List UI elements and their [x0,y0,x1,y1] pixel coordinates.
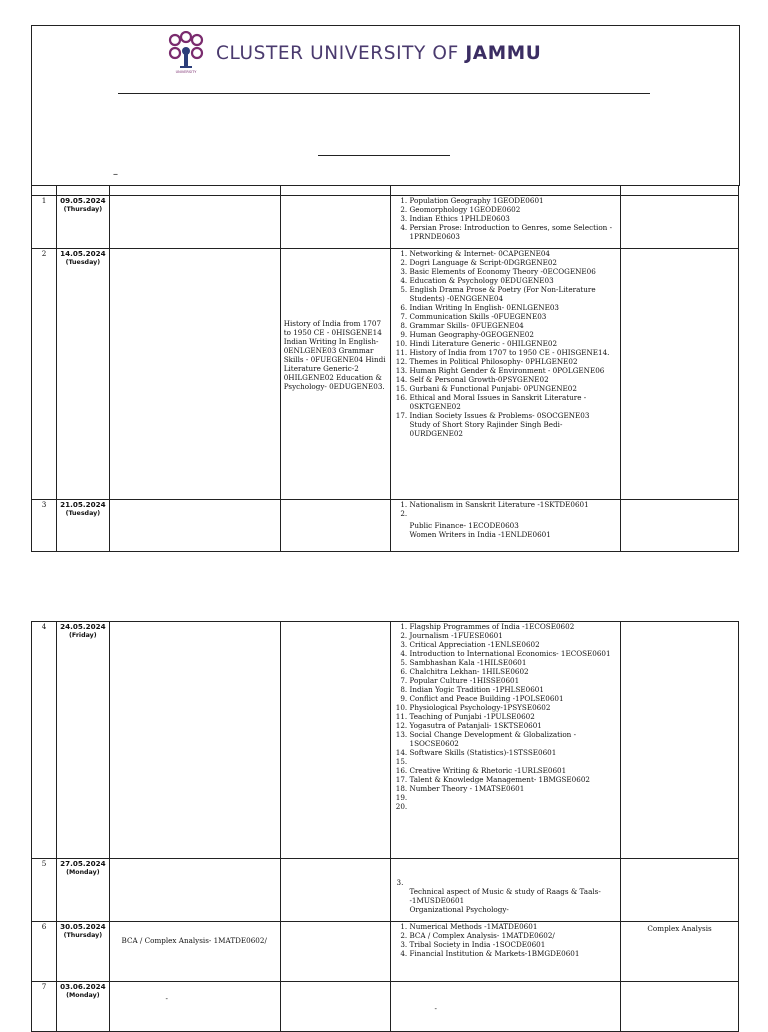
course-cell [280,196,390,249]
exam-day: (Friday) [69,632,97,639]
header-cell [390,186,621,196]
serial-number: 7 [32,982,57,1032]
serial-number: 6 [32,922,57,982]
subject-item: 1. Networking & Internet- 0CAPGENE04 [410,249,618,258]
subject-item: 2. Dogri Language & Script-0DGRGENE02 [410,258,618,267]
subject-list [394,500,618,518]
subject-item: 18. Number Theory - 1MATSE0601 [410,784,618,793]
exam-day: (Monday) [66,869,100,876]
subject-item: 12. Themes in Political Philosophy- 0PHLGENE02 [410,357,618,366]
remarks-cell [621,622,739,859]
subject-list-cell [390,859,621,922]
subject-item: 4. Introduction to International Economics- 1ECOSE0601 [410,649,618,658]
table-row [32,622,739,859]
course-cell [280,859,390,922]
remarks-cell [621,859,739,922]
subject-item: 6. Chalchitra Lekhan- 1HILSE0602 [410,667,618,676]
exam-date-cell [57,622,109,859]
university-emblem-icon [166,31,206,75]
subject-item: 5. English Drama Prose & Poetry (For Non-Literature Students) -0ENGGENE04 [410,285,618,303]
subject-item: 15. Gurbani & Functional Punjabi- 0PUNGENE02 [410,384,618,393]
course-cell [109,500,280,552]
subject-item: 16. Creative Writing & Rhetoric -1URLSE0601 [410,766,618,775]
remarks-cell [621,249,739,500]
course-cell [280,982,390,1032]
remarks-cell [621,982,739,1032]
subject-item: 5. Sambhashan Kala -1HILSE0601 [410,658,618,667]
course-cell [280,500,390,552]
subject-extra: - [434,1004,437,1013]
subject-item: 10. Physiological Psychology-1PSYSE0602 [410,703,618,712]
exam-date-cell [57,859,109,922]
subject-list-cell [390,982,621,1032]
subject-item: 11. Teaching of Punjabi -1PULSE0602 [410,712,618,721]
subject-item [410,509,618,518]
header-cell [621,186,739,196]
subject-item: 4. Education & Psychology 0EDUGENE03 [410,276,618,285]
course-cell: - [109,982,280,1032]
exam-date-cell [57,922,109,982]
subject-list [394,922,618,958]
subject-item: 7. Communication Skills -0FUEGENE03 [410,312,618,321]
subject-item: 16. Ethical and Moral Issues in Sanskrit Literature - 0SKTGENE02 [410,393,618,411]
university-name-suffix: JAMMU [465,42,542,64]
subject-item: 17. Indian Society Issues & Problems- 0SOCGENE03 [410,411,618,420]
subject-list-cell [390,249,621,500]
subject-item: 2. Geomorphology 1GEODE0602 [410,205,618,214]
exam-day: (Monday) [66,992,100,999]
subject-item [410,757,618,766]
header-cell [57,186,109,196]
exam-date: 27.05.2024 [60,859,106,868]
remarks-cell: Complex Analysis [621,922,739,982]
course-cell [109,249,280,500]
subject-list-cell [390,622,621,859]
subject-item [410,793,618,802]
subject-item: 1. Population Geography 1GEODE0601 [410,196,618,205]
exam-date: 30.05.2024 [60,922,106,931]
subject-item: 4. Persian Prose: Introduction to Genres, some Selection - 1PRNDE0603 [410,223,618,241]
exam-schedule-table-2 [31,621,739,1032]
exam-date: 21.05.2024 [60,500,106,509]
subject-item [410,802,618,811]
subject-item: 13. Social Change Development & Globalization - 1SOCSE0602 [410,730,618,748]
table-header-row [32,186,739,196]
serial-number: 3 [32,500,57,552]
remarks-cell [621,500,739,552]
remarks-cell [621,196,739,249]
serial-number: 2 [32,249,57,500]
subject-item: 8. Indian Yogic Tradition -1PHLSE0601 [410,685,618,694]
subject-item: 1. Flagship Programmes of India -1ECOSE0602 [410,622,618,631]
subject-item: 13. Human Right Gender & Environment - 0POLGENE06 [410,366,618,375]
exam-day: (Thursday) [63,932,103,939]
subject-item: 1. Numerical Methods -1MATDE0601 [410,922,618,931]
exam-date: 03.06.2024 [60,982,106,991]
subject-extra: Technical aspect of Music & study of Raags & Taals--1MUSDE0601 Organizational Psychology- [409,887,601,914]
subject-item: 8. Grammar Skills- 0FUEGENE04 [410,321,618,330]
subject-item: 6. Indian Writing In English- 0ENLGENE03 [410,303,618,312]
subject-item: 1. Nationalism in Sanskrit Literature -1SKTDE0601 [410,500,618,509]
header-cell [280,186,390,196]
exam-date: 24.05.2024 [60,622,106,631]
subject-item: 3. Basic Elements of Economy Theory -0ECOGENE06 [410,267,618,276]
subject-item-number: 3. [396,878,404,887]
course-cell [109,859,280,922]
subject-item: 14. Self & Personal Growth-0PSYGENE02 [410,375,618,384]
subject-item: 11. History of India from 1707 to 1950 CE - 0HISGENE14. [410,348,618,357]
subject-list-cell [390,922,621,982]
header-rule [118,93,650,94]
subject-item: 3. Tribal Society in India -1SOCDE0601 [410,940,618,949]
university-name [216,43,541,64]
subject-item: 9. Conflict and Peace Building -1POLSE0601 [410,694,618,703]
subject-item: 17. Talent & Knowledge Management- 1BMGSE0602 [410,775,618,784]
table-row [32,196,739,249]
exam-day: (Thursday) [63,206,103,213]
subject-item: 2. BCA / Complex Analysis- 1MATDE0602/ [410,931,618,940]
subject-item: 4. Financial Institution & Markets-1BMGDE0601 [410,949,618,958]
subject-item: 2. Journalism -1FUESE0601 [410,631,618,640]
subject-list [394,196,618,241]
course-cell [109,622,280,859]
exam-date: 14.05.2024 [60,249,106,258]
course-cell: History of India from 1707 to 1950 CE - 0HISGENE14 Indian Writing In English- 0ENLGENE03 Grammar Skills - 0FUEGENE04 Hindi Literature Generic-2 0HILGENE02 Education & Psychology- 0EDUGENE03. [280,249,390,500]
exam-day: (Tuesday) [65,510,101,517]
course-cell [109,196,280,249]
exam-date-cell [57,249,109,500]
course-cell [280,922,390,982]
subject-list-cell [390,196,621,249]
exam-date: 09.05.2024 [60,196,106,205]
serial-number: 1 [32,196,57,249]
university-name-prefix: CLUSTER UNIVERSITY OF [216,42,466,64]
course-cell [280,622,390,859]
serial-number: 5 [32,859,57,922]
table-row [32,982,739,1032]
table-row [32,249,739,500]
exam-schedule-table-1 [31,185,739,552]
subject-list-cell [390,500,621,552]
subject-item: 12. Yogasutra of Patanjali- 1SKTSE0601 [410,721,618,730]
subject-list [394,622,618,811]
title-underline [318,155,450,156]
header-cell [32,186,57,196]
subject-item: 10. Hindi Literature Generic - 0HILGENE02 [410,339,618,348]
exam-date-cell [57,982,109,1032]
header-cell [109,186,280,196]
exam-day: (Tuesday) [65,259,101,266]
subject-item: 3. Indian Ethics 1PHLDE0603 [410,214,618,223]
subject-extra: Public Finance- 1ECODE0603 Women Writers in India -1ENLDE0601 [409,521,551,539]
university-logo [166,30,606,76]
exam-date-cell [57,196,109,249]
subject-item: 7. Popular Culture -1HISSE0601 [410,676,618,685]
exam-date-cell [57,500,109,552]
subject-extra: Study of Short Story Rajinder Singh Bedi- 0URDGENE02 [409,420,563,438]
table-row [32,922,739,982]
subject-item: 9. Human Geography-0GEOGENE02 [410,330,618,339]
svg-text:UNIVERSITY: UNIVERSITY [175,70,197,74]
subject-list [394,249,618,420]
header-dash: – [113,169,118,180]
table-row [32,500,739,552]
subject-item: 14. Software Skills (Statistics)-1STSSE0601 [410,748,618,757]
serial-number: 4 [32,622,57,859]
table-row [32,859,739,922]
subject-item: 3. Critical Appreciation -1ENLSE0602 [410,640,618,649]
course-cell: BCA / Complex Analysis- 1MATDE0602/ [109,922,280,982]
